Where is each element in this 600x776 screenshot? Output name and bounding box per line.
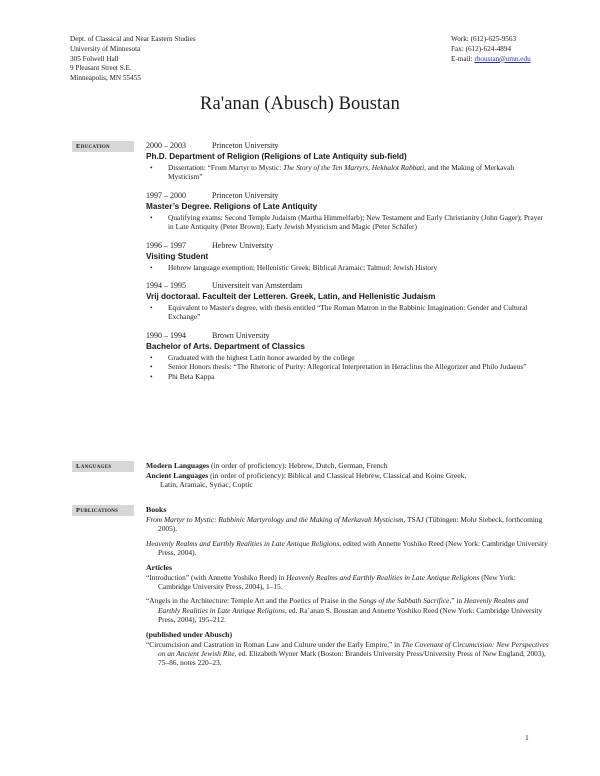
education-detail: • Hebrew language exemption; Hellenistic Greek; Biblical Aramaic; Talmud; Jewish History bbox=[150, 262, 438, 272]
education-details bbox=[146, 263, 550, 272]
education-institution: Brown University bbox=[212, 330, 270, 340]
education-body bbox=[146, 141, 550, 390]
languages-label: Languages bbox=[72, 461, 134, 472]
address-line: Dept. of Classical and Near Eastern Studies bbox=[70, 35, 196, 43]
education-label: Education bbox=[72, 141, 134, 152]
ancient-languages-cont: Latin, Aramaic, Syriac, Coptic bbox=[160, 480, 253, 490]
modern-languages-text: (in order of proficiency): Hebrew, Dutch, German, French bbox=[209, 461, 388, 470]
bullet-icon: • bbox=[150, 163, 153, 172]
address-line: University of Minnesota bbox=[70, 44, 141, 53]
education-detail: • Qualifying exams: Second Temple Judaism (Martha Himmelfarb); New Testament and Early Christianity (John Gager); Prayer in Late Antiquity (Peter Brown); Early Jewish Mysticism and Magic (Peter Schäfer) bbox=[150, 212, 544, 232]
education-degree: Vrij doctoraal. Faculteit der Letteren. Greek, Latin, and Hellenistic Judaism bbox=[146, 292, 436, 302]
publications-body bbox=[146, 505, 550, 673]
articles-heading: Articles bbox=[146, 562, 172, 572]
email-line bbox=[451, 55, 531, 65]
bullet-icon: • bbox=[150, 262, 153, 272]
education-entry bbox=[146, 281, 550, 322]
education-degree: Visiting Student bbox=[146, 251, 209, 261]
bullet-icon: • bbox=[150, 212, 153, 222]
education-entry bbox=[146, 241, 550, 272]
education-degree: Master’s Degree. Religions of Late Antiquity bbox=[146, 201, 318, 211]
modern-languages-label: Modern Languages bbox=[146, 461, 210, 470]
bullet-icon: • bbox=[150, 371, 153, 381]
education-years: 2000 – 2003 bbox=[146, 141, 186, 150]
education-detail: • Phi Beta Kappa bbox=[150, 371, 215, 381]
address-line: 305 Folwell Hall bbox=[70, 54, 119, 63]
fax-number: Fax: (612)-624-4894 bbox=[451, 44, 512, 53]
education-institution: Universiteit van Amsterdam bbox=[212, 281, 303, 291]
education-institution: Princeton University bbox=[212, 190, 279, 200]
ancient-languages-label: Ancient Languages bbox=[146, 470, 209, 480]
education-entry bbox=[146, 191, 550, 232]
education-entry bbox=[146, 331, 550, 381]
books-heading: Books bbox=[146, 505, 167, 514]
education-detail: • Senior Honors thesis: “The Rhetoric of Purity: Allegorical Interpretation in Heraclitus the Allegorizer and Philo Judaeus” bbox=[150, 362, 527, 372]
education-detail: • Equivalent to Master's degree, with thesis entitled “The Roman Matron in the Rabbinic Imagination: Gender and Cultural Exchange” bbox=[150, 303, 528, 322]
education-years: 1994 – 1995 bbox=[146, 281, 186, 291]
education-years: 1997 – 2000 bbox=[146, 190, 186, 200]
email-label: E-mail: bbox=[451, 54, 473, 63]
abusch-heading: (published under Abusch) bbox=[146, 629, 233, 639]
education-dateline bbox=[146, 191, 550, 201]
ancient-languages bbox=[146, 471, 550, 481]
education-dateline bbox=[146, 141, 550, 151]
education-degree: Bachelor of Arts. Department of Classics bbox=[146, 341, 305, 351]
education-details bbox=[146, 213, 550, 232]
article-citation: “Introduction” (with Annette Yoshiko Reed) in Heavenly Realms and Earthly Realities in Late Antique Religions (New York: Cambridge University Press, 2004), 1–15. bbox=[146, 572, 516, 592]
education-institution: Hebrew University bbox=[212, 240, 274, 250]
publications-label: Publications bbox=[72, 505, 134, 516]
education-detail: • Dissertation: “From Martyr to Mystic: The Story of the Ten Martyrs, Hekhalot Rabbati, and the Making of Merkavah Mysticism” bbox=[150, 163, 515, 182]
page-number: 1 bbox=[525, 733, 529, 742]
education-dateline bbox=[146, 331, 550, 341]
article-citation: “Circumcision and Castration in Roman Law and Culture under the Early Empire,” in The Covenant of Circumcision: New Perspectives on an Ancient Jewish Rite, ed. Elizabeth Wyner Mark (Boston: Brandeis University Press/University Press of New England, 2003), 75–86, notes 220–23. bbox=[146, 639, 549, 668]
ancient-languages-text: (in order of proficiency): Biblical and Classical Hebrew, Classical and Koine Greek, bbox=[208, 470, 467, 480]
education-dateline bbox=[146, 281, 550, 291]
education-details bbox=[146, 303, 550, 322]
work-phone: Work: (612)-625-9563 bbox=[451, 35, 517, 43]
email-link[interactable]: rboustan@umn.edu bbox=[474, 54, 531, 63]
bullet-icon: • bbox=[150, 303, 153, 313]
book-citation: Heavenly Realms and Earthly Realities in Late Antique Religions, edited with Annette Yoshiko Reed (New York: Cambridge University Press, 2004). bbox=[146, 538, 548, 558]
education-degree: Ph.D. Department of Religion (Religions of Late Antiquity sub-field) bbox=[146, 152, 407, 161]
bullet-icon: • bbox=[150, 352, 153, 362]
education-years: 1990 – 1994 bbox=[146, 330, 186, 340]
address-block bbox=[70, 35, 196, 84]
languages-body bbox=[146, 461, 550, 490]
contact-block bbox=[451, 35, 531, 64]
education-detail: • Graduated with the highest Latin honor awarded by the college bbox=[150, 352, 355, 362]
education-details bbox=[146, 163, 550, 182]
education-details bbox=[146, 353, 550, 381]
address-line: 9 Pleasant Street S.E. bbox=[70, 64, 132, 73]
bullet-icon: • bbox=[150, 362, 153, 372]
book-citation: From Martyr to Mystic: Rabbinic Martyrology and the Making of Merkavah Mysticism, TSAJ (Tübingen: Mohr Siebeck, forthcoming 2005). bbox=[146, 515, 543, 534]
education-years: 1996 – 1997 bbox=[146, 240, 186, 250]
education-entry bbox=[146, 141, 550, 182]
education-dateline bbox=[146, 241, 550, 251]
education-institution: Princeton University bbox=[212, 141, 279, 150]
article-citation: “Angels in the Architecture: Temple Art and the Poetics of Praise in the Songs of the Sabbath Sacrifice,” in Heavenly Realms and Earthly Realities in Late Antique Religions, ed. Ra’anan S. Boustan and Annette Yoshiko Reed (New York: Cambridge University Press, 2004), 195–212. bbox=[146, 596, 543, 625]
person-name: Ra'anan (Abusch) Boustan bbox=[200, 94, 400, 114]
address-line: Minneapolis, MN 55455 bbox=[70, 74, 141, 83]
modern-languages bbox=[146, 461, 550, 471]
